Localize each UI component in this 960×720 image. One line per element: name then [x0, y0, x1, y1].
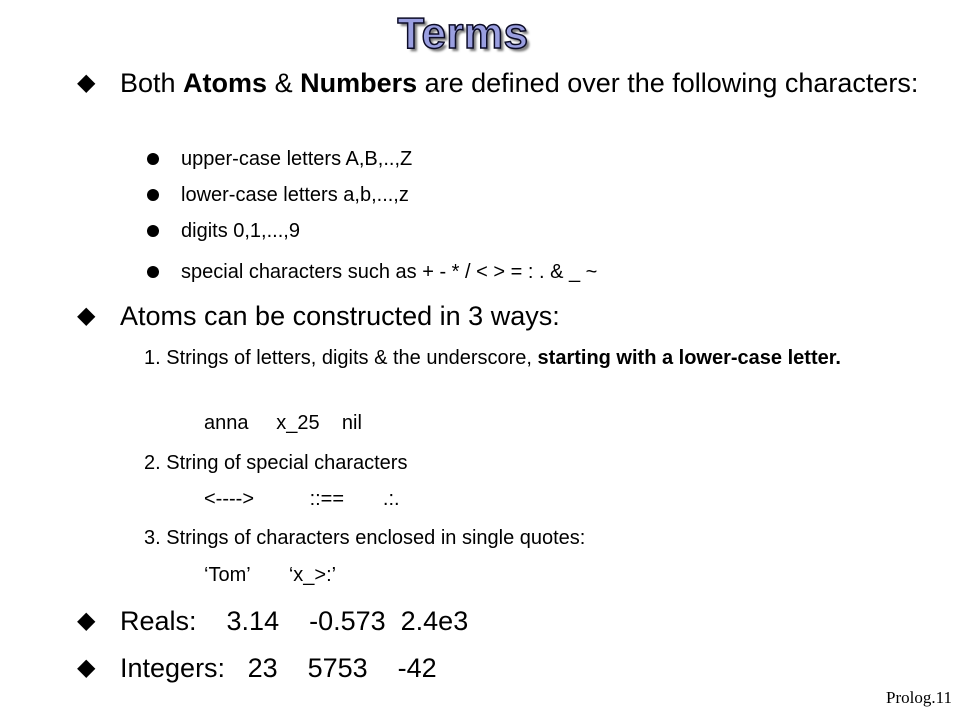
bullet-integers: ◆ Integers: 23 5753 -42 [77, 653, 437, 683]
round-bullet-icon [147, 153, 159, 165]
diamond-bullet-icon: ◆ [77, 69, 96, 96]
round-bullet-icon [147, 225, 159, 237]
diamond-bullet-icon: ◆ [77, 654, 96, 681]
diamond-bullet-icon: ◆ [77, 607, 96, 634]
charset-item-special: special characters such as + - * / < > = : . & _ ~ [147, 260, 907, 284]
atom-way-2-examples: <----> ::== .:. [204, 488, 400, 510]
bullet-atoms: ◆ Atoms can be constructed in 3 ways: [77, 301, 560, 331]
atom-way-3: 3. Strings of characters enclosed in single quotes: [144, 527, 586, 549]
atom-way-1: 1. Strings of letters, digits & the underscore, starting with a lower-case letter. [144, 347, 841, 369]
slide-footer: Prolog.11 [886, 688, 952, 707]
charset-item-digits: digits 0,1,...,9 [147, 219, 907, 243]
diamond-bullet-icon: ◆ [77, 302, 96, 329]
atom-way-3-examples: ‘Tom’ ‘x_>:’ [204, 564, 337, 586]
round-bullet-icon [147, 266, 159, 278]
charset-item-uppercase: upper-case letters A,B,..,Z [147, 147, 907, 171]
atom-way-1-examples: anna x_25 nil [204, 412, 362, 434]
bullet-charset [77, 67, 927, 99]
slide-title: Terms [397, 9, 529, 58]
bullet-charset-text: Both Atoms & Numbers are defined over the following characters: [120, 68, 919, 98]
charset-item-lowercase: lower-case letters a,b,...,z [147, 183, 907, 207]
atom-way-2: 2. String of special characters [144, 452, 408, 474]
bullet-reals: ◆ Reals: 3.14 -0.573 2.4e3 [77, 606, 469, 636]
round-bullet-icon [147, 189, 159, 201]
